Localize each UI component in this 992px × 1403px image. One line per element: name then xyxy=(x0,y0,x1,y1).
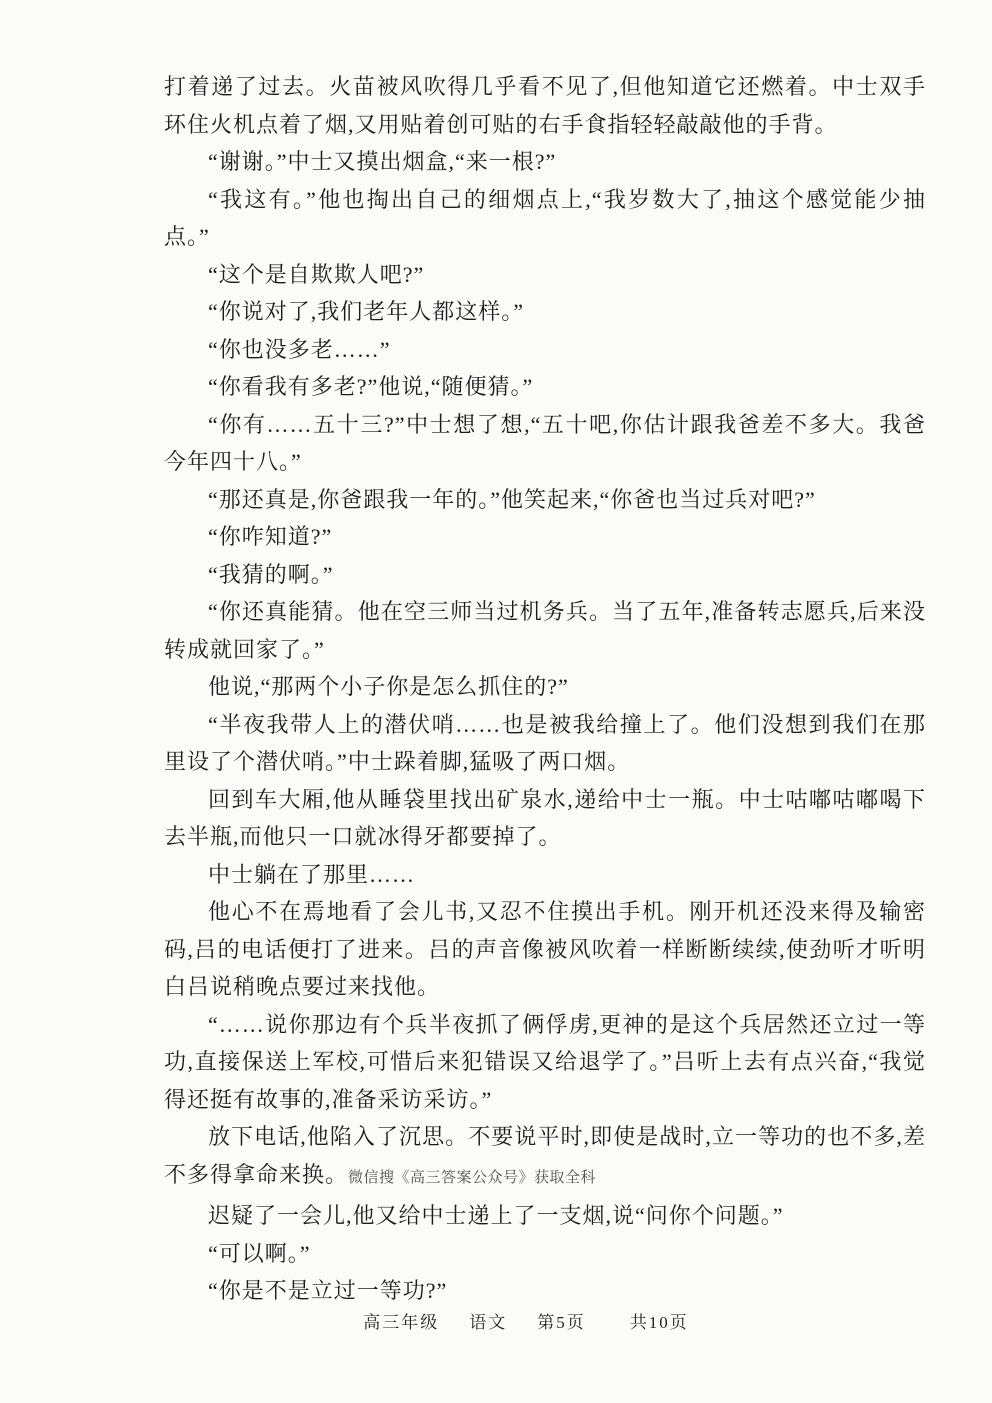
paragraph xyxy=(164,256,926,294)
paragraph-text: “你看我有多老?”他说,“随便猜。” xyxy=(208,374,534,399)
paragraph xyxy=(164,668,926,706)
paragraph-text: “你说对了,我们老年人都这样。” xyxy=(208,299,525,324)
paragraph xyxy=(164,781,926,856)
paragraph-text: “这个是自欺欺人吧?” xyxy=(208,261,425,287)
paragraph xyxy=(164,1235,926,1273)
paragraph-text: 中士躺在了那里…… xyxy=(208,861,416,887)
footer-grade: 高三年级 xyxy=(363,1313,440,1332)
paragraph-text: “半夜我带人上的潜伏哨……也是被我给撞上了。他们没想到我们在那里设了个潜伏哨。”中士跺着脚,猛吸了两口烟。 xyxy=(164,711,926,774)
paragraph xyxy=(164,893,926,1006)
paragraph xyxy=(164,181,926,256)
paragraph-text: “……说你那边有个兵半夜抓了俩俘虏,更神的是这个兵居然还立过一等功,直接保送上军校,可惜后来犯错误又给退学了。”吕听上去有点兴奋,“我觉得还挺有故事的,准备采访采访。” xyxy=(164,1011,926,1112)
paragraph-text: “你有……五十三?”中士想了想,“五十吧,你估计跟我爸差不多大。我爸今年四十八。” xyxy=(164,411,926,474)
paragraph xyxy=(164,593,926,668)
paragraph xyxy=(164,1272,926,1310)
footer-total-pages: 共10页 xyxy=(629,1313,689,1332)
paragraph xyxy=(164,1197,926,1235)
paragraph-text: “我这有。”他也掏出自己的细烟点上,“我岁数大了,抽这个感觉能少抽点。” xyxy=(164,186,926,249)
paragraph-text: “谢谢。”中士又摸出烟盒,“来一根?” xyxy=(208,149,557,174)
watermark-text: 微信搜《高三答案公众号》获取全科 xyxy=(348,1169,597,1186)
paragraph xyxy=(164,1118,926,1197)
paragraph-text: 他说,“那两个小子你是怎么抓住的?” xyxy=(208,674,569,699)
footer-page-number: 第5页 xyxy=(537,1313,586,1332)
paragraph xyxy=(164,706,926,781)
paragraph-text: “那还真是,你爸跟我一年的。”他笑起来,“你爸也当过兵对吧?” xyxy=(208,486,816,512)
paragraph-text: “你是不是立过一等功?” xyxy=(208,1278,448,1303)
paragraph-text: “你也没多老……” xyxy=(208,336,391,362)
paragraph xyxy=(164,481,926,519)
paragraph xyxy=(164,406,926,481)
paragraph xyxy=(164,368,926,406)
paragraph-text: 他心不在焉地看了会儿书,又忍不住摸出手机。刚开机还没来得及输密码,吕的电话便打了进来。吕的声音像被风吹着一样断断续续,使劲听才听明白吕说稍晚点要过来找他。 xyxy=(164,899,926,999)
paragraph-text: “我猜的啊。” xyxy=(208,561,334,587)
paragraph xyxy=(164,556,926,594)
paragraph xyxy=(164,518,926,556)
paragraph xyxy=(164,331,926,369)
passage-text-block xyxy=(164,68,926,1310)
footer-subject: 语文 xyxy=(469,1313,508,1332)
paragraph-text: “你还真能猜。他在空三师当过机务兵。当了五年,准备转志愿兵,后来没转成就回家了。” xyxy=(164,599,926,662)
paragraph xyxy=(164,856,926,894)
paragraph-text: “可以啊。” xyxy=(208,1240,311,1266)
paragraph xyxy=(164,293,926,331)
paragraph xyxy=(164,1006,926,1119)
paragraph xyxy=(164,68,926,143)
paragraph xyxy=(164,143,926,181)
paragraph-text: 迟疑了一会儿,他又给中士递上了一支烟,说“问你个问题。” xyxy=(208,1203,784,1228)
paragraph-text: 放下电话,他陷入了沉思。不要说平时,即使是战时,立一等功的也不多,差不多得拿命来换。 xyxy=(164,1124,926,1187)
paragraph-text: 回到车大厢,他从睡袋里找出矿泉水,递给中士一瓶。中士咕嘟咕嘟喝下去半瓶,而他只一口就冰得牙都要掉了。 xyxy=(164,786,926,849)
paragraph-text: “你咋知道?” xyxy=(208,524,333,549)
page-footer xyxy=(0,1308,992,1333)
paragraph-text: 打着递了过去。火苗被风吹得几乎看不见了,但他知道它还燃着。中士双手环住火机点着了烟,又用贴着创可贴的右手食指轻轻敲敲他的手背。 xyxy=(164,74,926,137)
